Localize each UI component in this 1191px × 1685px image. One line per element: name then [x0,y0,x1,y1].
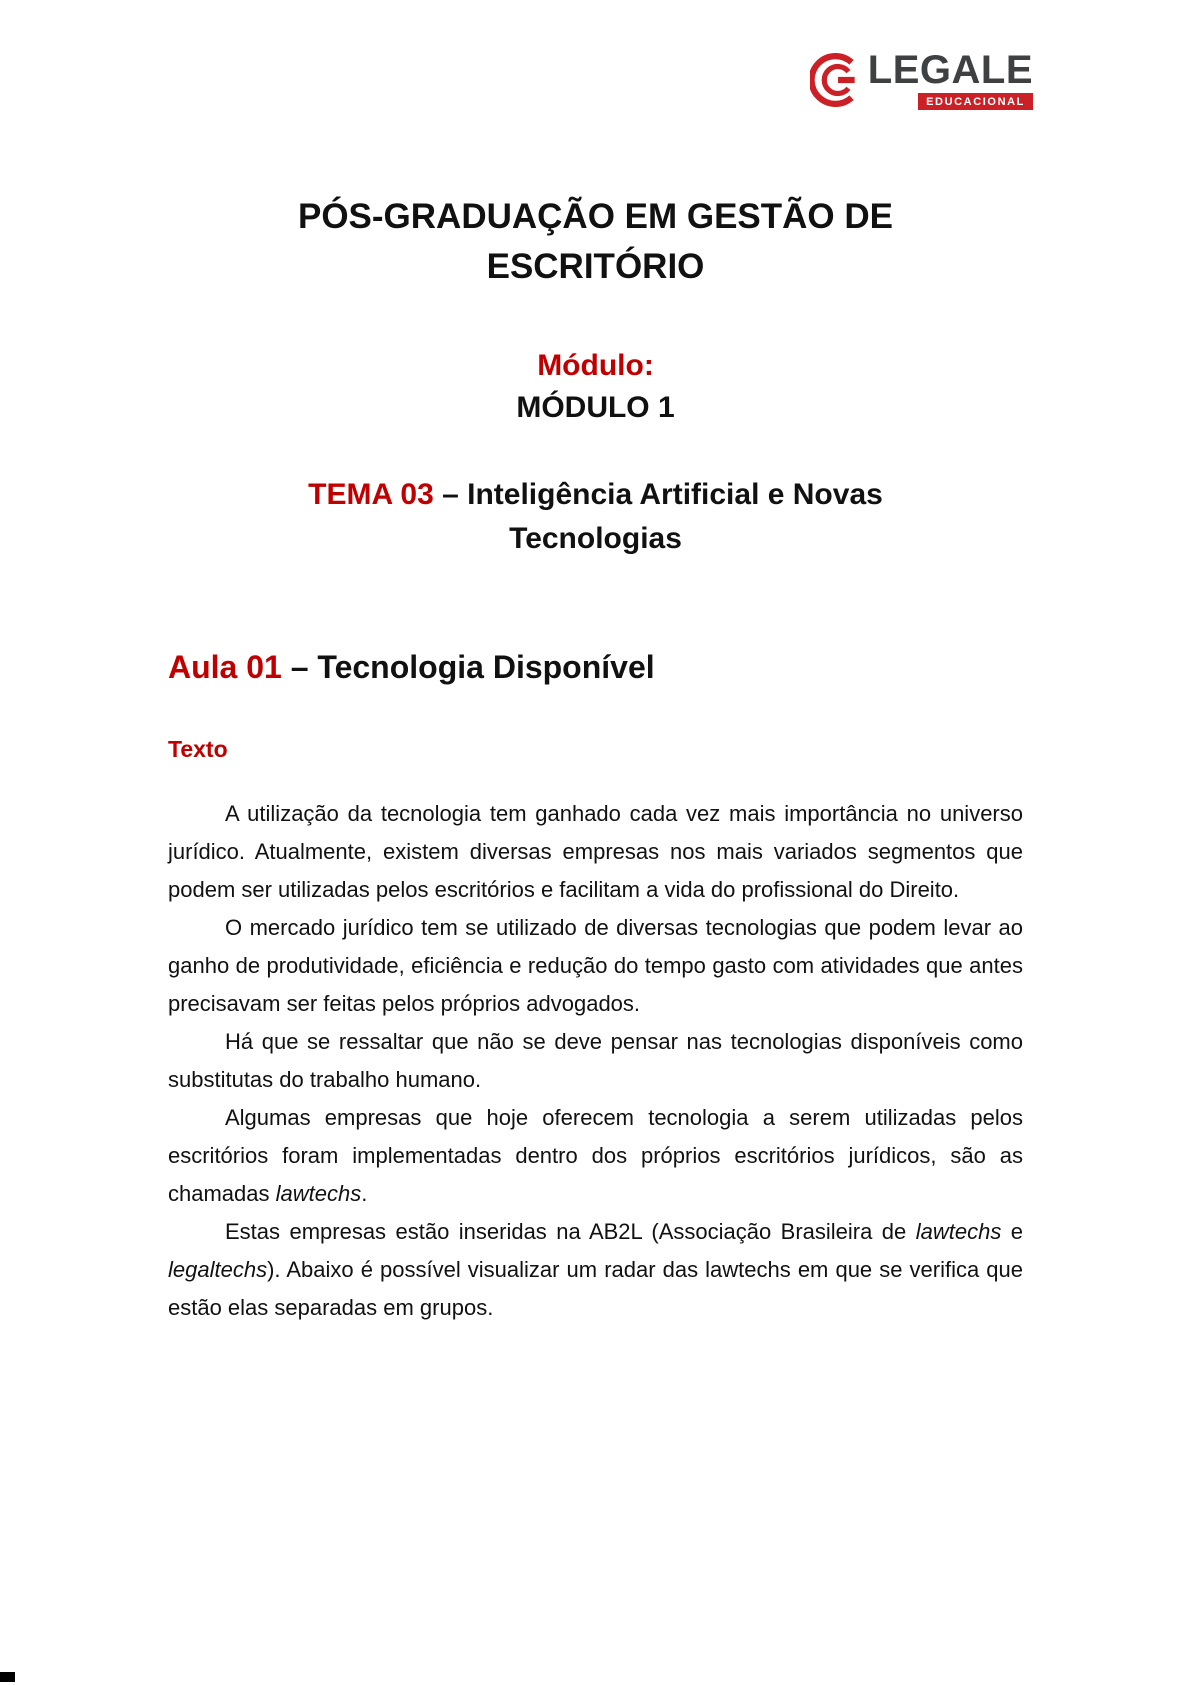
paragraph-text: Há que se ressaltar que não se deve pensar nas tecnologias disponíveis como substitutas do trabalho humano. [168,1028,1023,1092]
paragraph-text: ). Abaixo é possível visualizar um radar das lawtechs em que se verifica que estão elas separadas em grupos. [168,1256,1023,1320]
module-heading [168,345,1023,429]
paragraph-2 [168,909,1023,1023]
legale-arcs-icon [810,53,864,107]
paragraph-text: O mercado jurídico tem se utilizado de diversas tecnologias que podem levar ao ganho de produtividade, eficiência e redução do tempo gasto com atividades que antes precisavam ser feitas pelos próprios advogados. [168,914,1023,1016]
paragraph-text: e [1001,1218,1023,1244]
paragraph-4 [168,1099,1023,1213]
course-title-line2: ESCRITÓRIO [486,246,705,286]
module-value: MÓDULO 1 [516,391,675,425]
theme-title-line1: – Inteligência Artificial e Novas [433,478,883,512]
page-corner-mark [0,1672,15,1682]
paragraph-text: Estas empresas estão inseridas na AB2L (Associação Brasileira de [225,1218,916,1244]
paragraph-text: A utilização da tecnologia tem ganhado cada vez mais importância no universo jurídico. Atualmente, existem diversas empresas nos mais variados segmentos que podem ser utilizadas pelos escritórios e facilitam a vida do profissional do Direito. [168,800,1023,902]
theme-title-line2: Tecnologias [509,521,682,555]
italic-term-lawtechs: lawtechs [275,1180,362,1206]
module-label: Módulo: [537,349,654,383]
lesson-number: Aula 01 [168,649,282,686]
logo-text-block [868,50,1033,110]
lesson-title: – Tecnologia Disponível [281,649,655,686]
course-title-line1: PÓS-GRADUAÇÃO EM GESTÃO DE [297,197,894,236]
italic-term-lawtechs: lawtechs [915,1218,1002,1244]
paragraph-3 [168,1023,1023,1099]
paragraph-text: . [361,1180,368,1206]
lesson-heading [168,646,1023,689]
legale-logo [810,50,1033,110]
section-label: Texto [168,735,228,762]
course-title [168,192,1023,291]
paragraph-5 [168,1213,1023,1327]
body-text [168,795,1023,1327]
paragraph-1 [168,795,1023,909]
theme-heading [168,473,1023,560]
paragraph-text: Algumas empresas que hoje oferecem tecnologia a serem utilizadas pelos escritórios foram implementadas dentro dos próprios escritórios jurídicos, são as chamadas [168,1104,1023,1206]
italic-term-legaltechs: legaltechs [168,1256,268,1282]
logo-tagline-text: EDUCACIONAL [918,93,1033,110]
theme-number: TEMA 03 [308,478,434,512]
logo-brand-text: LEGALE [867,48,1033,92]
